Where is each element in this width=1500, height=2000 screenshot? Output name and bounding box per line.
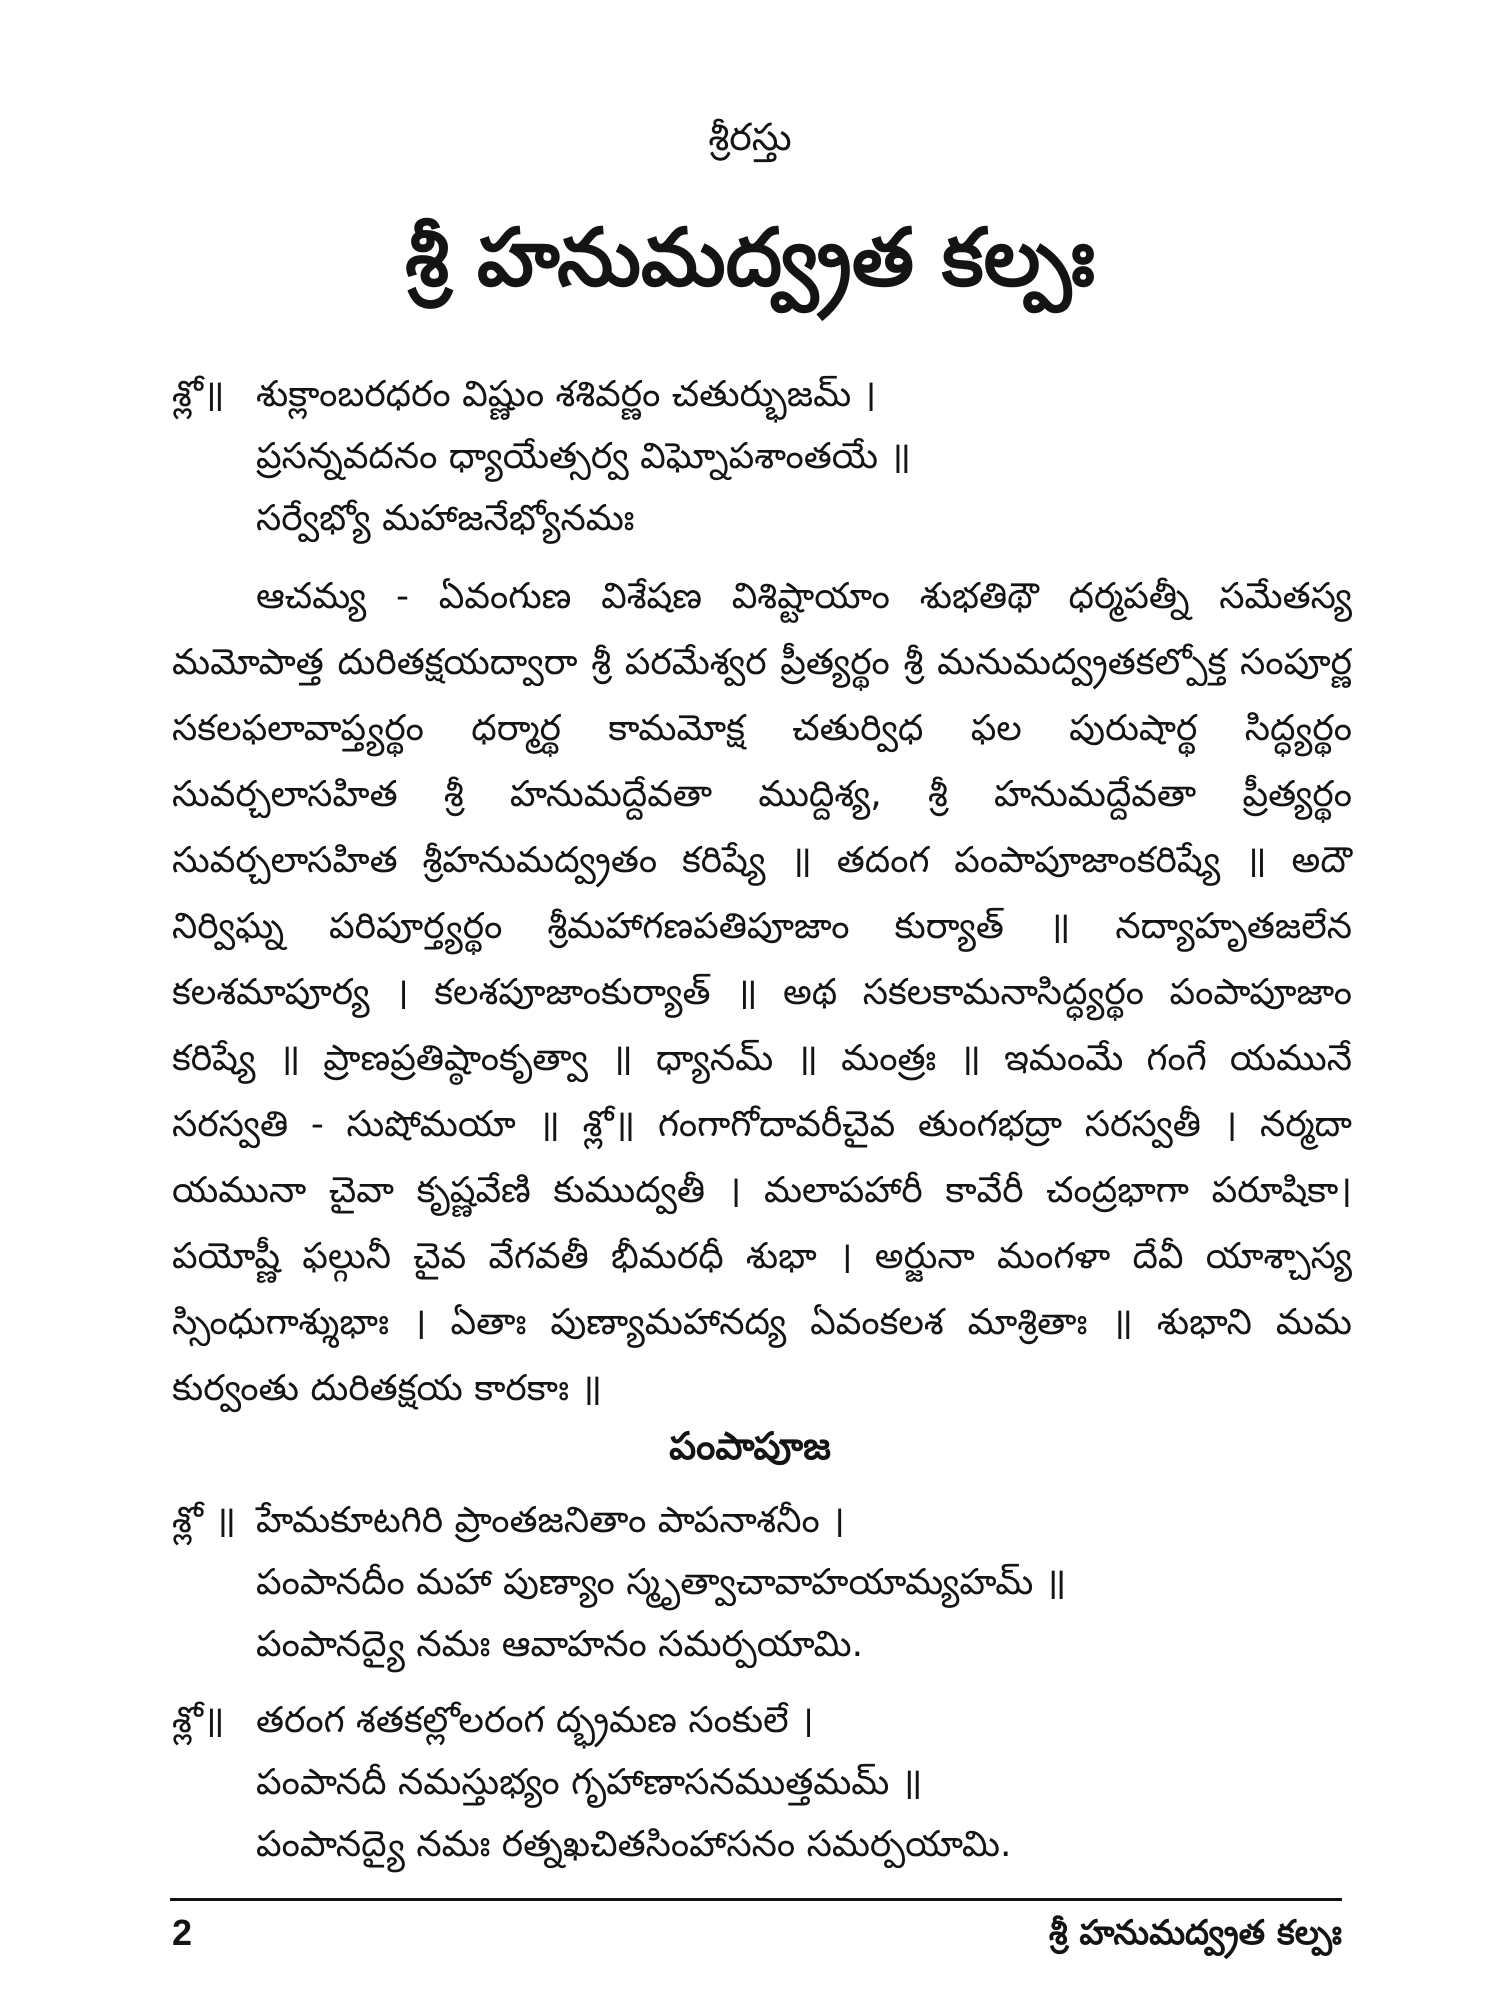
verse-line-text: తరంగ శతకల్లోలరంగ ద్భ్రమణ సంకులే ।	[256, 1700, 814, 1741]
blessing-heading: శ్రీరస్తు	[708, 115, 792, 159]
pampa-verse-2	[172, 1690, 1352, 1876]
verse-line	[172, 1552, 1352, 1614]
footer-rule	[170, 1898, 1342, 1901]
verse-line	[172, 1690, 1352, 1752]
sloka-marker: శ్లో॥	[172, 374, 225, 415]
sankalpam-paragraph: ఆచమ్య - ఏవంగుణ విశేషణ విశిష్టాయాం శుభతిథౌ ధర్మపత్నీ సమేతస్య మమోపాత్త దురితక్షయద్వారా శ్రీ పరమేశ్వర ప్రీత్యర్థం శ్రీ మనుమద్వ్రతకల్పోక్త సంపూర్ణ సకలఫలావాప్త్యర్థం ధర్మార్థ కామమోక్ష చతుర్విధ ఫల పురుషార్థ సిద్ధ్యర్థం సువర్చలాసహిత శ్రీ హనుమద్దేవతా ముద్దిశ్య, శ్రీ హనుమద్దేవతా ప్రీత్యర్థం సువర్చలాసహిత శ్రీహనుమద్వ్రతం కరిష్యే ॥ తదంగ పంపాపూజాంకరిష్యే ॥ అదౌ నిర్విఘ్న పరిపూర్త్యర్థం శ్రీమహాగణపతిపూజాం కుర్యాత్ ॥ నద్యాహృతజలేన కలశమాపూర్య । కలశపూజాంకుర్యాత్ ॥ అథ సకలకామనాసిద్ధ్యర్థం పంపాపూజాం కరిష్యే ॥ ప్రాణప్రతిష్ఠాంకృత్వా ॥ ధ్యానమ్ ॥ మంత్రః ॥ ఇమంమే గంగే యమునే సరస్వతి - సుషోమయా ॥ శ్లో॥ గంగాగోదావరీచైవ తుంగభద్రా సరస్వతీ । నర్మదా యమునా చైవా కృష్ణవేణి కుముద్వతీ । మలాపహారీ కావేరీ చంద్రభాగా పరూషికా। పయోష్ణీ ఫల్గునీ చైవ వేగవతీ భీమరధీ శుభా । అర్జునా మంగళా దేవీ యాశ్చాస్య స్సింధుగాశ్శుభాః । ఏతాః పుణ్యామహానద్య ఏవంకలశ మాశ్రితాః ॥ శుభాని మమ కుర్వంతు దురితక్షయ కారకాః ॥	[172, 576, 1353, 1409]
verse-line	[172, 1752, 1352, 1814]
verse-line	[172, 426, 1352, 488]
verse-line-text: పంపానద్యై నమః రత్నఖచితసింహాసనం సమర్పయామి.	[256, 1824, 1012, 1865]
section-heading: పంపాపూజ	[669, 1424, 831, 1468]
page-number: 2	[172, 1912, 193, 1953]
sloka-marker: శ్లో ॥	[172, 1500, 237, 1541]
verse-line	[172, 1814, 1352, 1876]
verse-line-text: ప్రసన్నవదనం ధ్యాయేత్సర్వ విఘ్నోపశాంతయే ॥	[256, 436, 912, 477]
verse-line	[172, 364, 1352, 426]
verse-line-text: పంపానద్యై నమః ఆవాహనం సమర్పయామి.	[256, 1624, 864, 1665]
opening-verse	[172, 364, 1352, 550]
verse-line-text: పంపానదీ నమస్తుభ్యం గృహాణాసనముత్తమమ్ ॥	[256, 1762, 923, 1803]
verse-line	[172, 1490, 1352, 1552]
pampa-verse-1	[172, 1490, 1352, 1676]
running-title: శ్రీ హనుమద్వ్రత కల్పః	[1048, 1913, 1342, 1953]
verse-line	[172, 488, 1352, 550]
verse-line-text: శుక్లాంబరధరం విష్ణుం శశివర్ణం చతుర్భుజమ్ ।	[256, 374, 877, 415]
verse-line-text: పంపానదీం మహా పుణ్యాం స్మృత్వాచావాహయామ్యహమ్ ॥	[256, 1562, 1067, 1603]
page-title: శ్రీ హనుమద్వ్రత కల్పః	[405, 211, 1095, 304]
verse-line-text: హేమకూటగిరి ప్రాంతజనితాం పాపనాశనీం ।	[256, 1500, 845, 1541]
sloka-marker: శ్లో॥	[172, 1700, 225, 1741]
verse-line	[172, 1614, 1352, 1676]
verse-line-text: సర్వేభ్యో మహాజనేభ్యోనమః	[256, 498, 635, 539]
